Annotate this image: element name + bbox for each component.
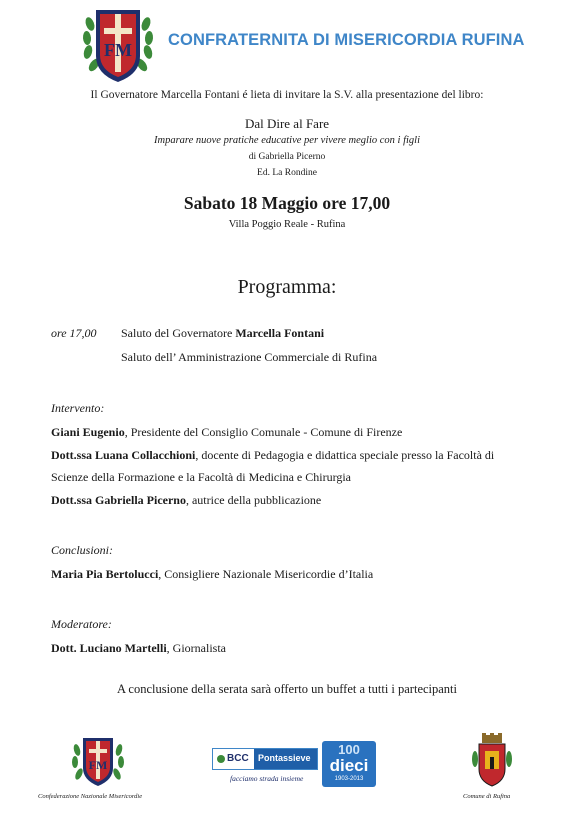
org-name: CONFRATERNITA DI MISERICORDIA RUFINA bbox=[168, 31, 525, 49]
greeting-administration: Saluto dell’ Amministrazione Commerciale di Rufina bbox=[121, 350, 378, 364]
speaker-1 bbox=[51, 425, 402, 440]
speaker-2-name: Dott.ssa Luana Collacchioni bbox=[51, 448, 196, 462]
event-venue: Villa Poggio Reale - Rufina bbox=[228, 219, 346, 230]
conclusioni-label: Conclusioni: bbox=[51, 543, 113, 557]
invitation-intro: Il Governatore Marcella Fontani é lieta di invitare la S.V. alla presentazione del libro: bbox=[90, 89, 484, 101]
moderator bbox=[51, 641, 226, 656]
bank-name: Pontassieve bbox=[258, 753, 311, 763]
event-date-time: Sabato 18 Maggio ore 17,00 bbox=[183, 193, 391, 213]
conclusion-speaker-name: Maria Pia Bertolucci bbox=[51, 567, 159, 581]
speaker-2 bbox=[51, 448, 494, 463]
speaker-3 bbox=[51, 493, 321, 508]
closing-note: A conclusione della serata sarà offerto un buffet a tutti i partecipanti bbox=[116, 682, 458, 696]
logo-letters: FM bbox=[104, 40, 132, 60]
speaker-3-role: , autrice della pubblicazione bbox=[185, 493, 322, 507]
anniversary-number: 100 bbox=[338, 742, 360, 757]
speaker-1-role: , Presidente del Consiglio Comunale - Comune di Firenze bbox=[124, 425, 403, 439]
confederazione-label: Confederazione Nazionale Misericordie bbox=[38, 793, 143, 800]
footer-logo-letters: FM bbox=[88, 758, 108, 772]
moderator-role: , Giornalista bbox=[166, 641, 226, 655]
misericordia-logo bbox=[82, 4, 154, 84]
confederazione-logo bbox=[70, 734, 126, 788]
bank-tagline: facciamo strada insieme bbox=[230, 774, 304, 783]
speaker-3-name: Dott.ssa Gabriella Picerno bbox=[51, 493, 186, 507]
governor-name: Marcella Fontani bbox=[235, 326, 325, 340]
bcc-logo bbox=[212, 748, 318, 788]
speaker-1-name: Giani Eugenio bbox=[51, 425, 125, 439]
speaker-2-role-line2: Scienze della Formazione e la Facoltà di Medicina e Chirurgia bbox=[51, 470, 352, 484]
anniversary-word: dieci bbox=[329, 756, 369, 775]
program-heading: Programma: bbox=[237, 276, 337, 298]
book-author: di Gabriella Picerno bbox=[248, 152, 326, 162]
anniversary-badge bbox=[322, 741, 376, 787]
book-subtitle: Imparare nuove pratiche educative per vivere meglio con i figli bbox=[153, 135, 420, 146]
bcc-dot-icon bbox=[217, 755, 225, 763]
program-time: ore 17,00 bbox=[51, 326, 97, 340]
conclusion-speaker bbox=[51, 567, 373, 582]
moderatore-label: Moderatore: bbox=[51, 617, 112, 631]
intervento-label: Intervento: bbox=[51, 401, 105, 415]
speaker-2-role-line1: , docente di Pedagogia e didattica speciale presso la Facoltà di bbox=[195, 448, 495, 462]
greeting-governor-prefix: Saluto del Governatore bbox=[121, 326, 236, 340]
conclusion-speaker-role: , Consigliere Nazionale Misericordie d’Italia bbox=[158, 567, 374, 581]
book-publisher: Ed. La Rondine bbox=[257, 168, 317, 178]
comune-label: Comune di Rufina bbox=[463, 793, 511, 800]
anniversary-years: 1903-2013 bbox=[334, 776, 364, 782]
book-title: Dal Dire al Fare bbox=[244, 116, 330, 131]
comune-crest bbox=[470, 733, 514, 789]
greeting-governor bbox=[121, 326, 324, 341]
moderator-name: Dott. Luciano Martelli bbox=[51, 641, 167, 655]
bcc-text: BCC bbox=[227, 753, 249, 764]
